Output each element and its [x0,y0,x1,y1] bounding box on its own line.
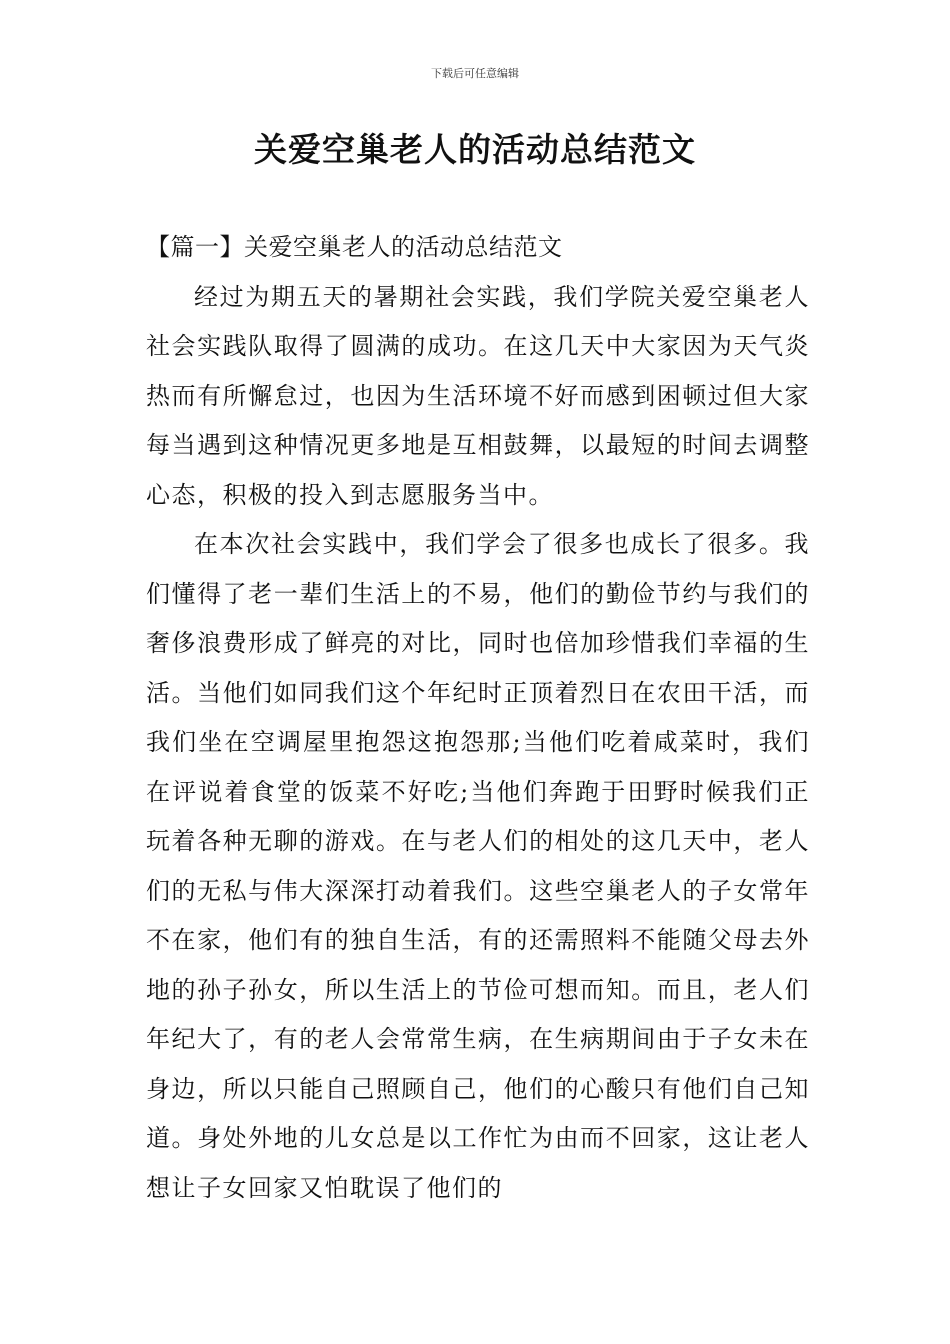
header-note: 下载后可任意编辑 [431,67,519,80]
section-heading: 【篇一】关爱空巢老人的活动总结范文 [146,233,563,261]
paragraph: 经过为期五天的暑期社会实践，我们学院关爱空巢老人社会实践队取得了圆满的成功。在这几天中大家因为天气炎热而有所懈怠过，也因为生活环境不好而感到困顿过但大家每当遇到这种情况更多地是互相鼓舞，以最短的时间去调整心态，积极的投入到志愿服务当中。 [146,282,810,509]
document-body [146,223,810,1213]
paragraph: 在本次社会实践中，我们学会了很多也成长了很多。我们懂得了老一辈们生活上的不易，他们的勤俭节约与我们的奢侈浪费形成了鲜亮的对比，同时也倍加珍惜我们幸福的生活。当他们如同我们这个年纪时正顶着烈日在农田干活，而我们坐在空调屋里抱怨这抱怨那;当他们吃着咸菜时，我们在评说着食堂的饭菜不好吃;当他们奔跑于田野时候我们正玩着各种无聊的游戏。在与老人们的相处的这几天中，老人们的无私与伟大深深打动着我们。这些空巢老人的子女常年不在家，他们有的独自生活，有的还需照料不能随父母去外地的孙子孙女，所以生活上的节俭可想而知。而且，老人们年纪大了，有的老人会常常生病，在生病期间由于子女未在身边，所以只能自己照顾自己，他们的心酸只有他们自己知道。身处外地的儿女总是以工作忙为由而不回家，这让老人想让子女回家又怕耽误了他们的 [146,530,810,1202]
document-title: 关爱空巢老人的活动总结范文 [254,130,696,169]
